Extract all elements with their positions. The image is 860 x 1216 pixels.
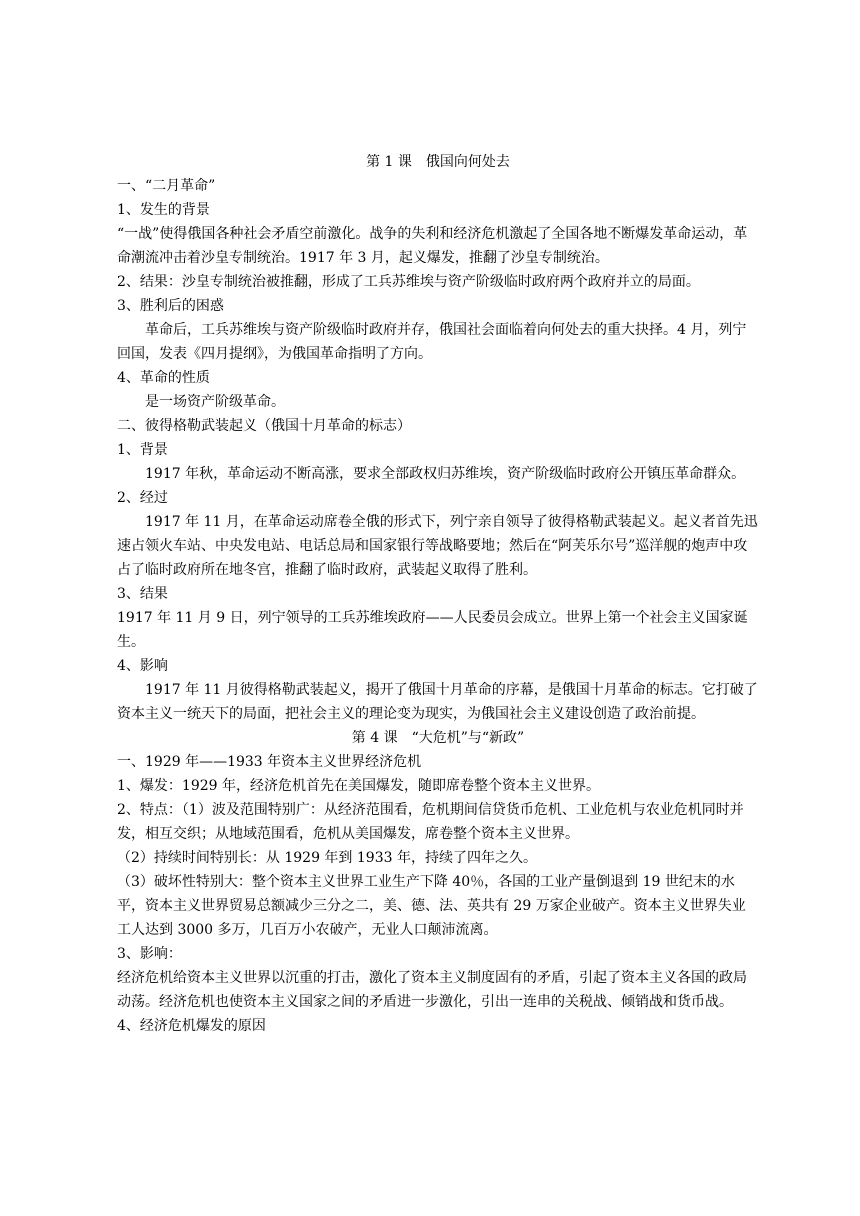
paragraph: 2、特点：（1）波及范围特别广：从经济范围看，危机期间信贷货币危机、工业危机与农业危机同时并发，相互交织；从地域范围看，危机从美国爆发，席卷整个资本主义世界。 (117, 802, 744, 842)
paragraph: 1917 年秋，革命运动不断高涨，要求全部政权归苏维埃，资产阶级临时政府公开镇压革命群众。 (145, 466, 746, 482)
paragraph: 1917 年 11 月彼得格勒武装起义，揭开了俄国十月革命的序幕，是俄国十月革命的标志。它打破了资本主义一统天下的局面，把社会主义的理论变为现实，为俄国社会主义建设创造了政治前提。 (117, 682, 758, 722)
paragraph: “一战”使得俄国各种社会矛盾空前激化。战争的失利和经济危机激起了全国各地不断爆发革命运动，革命潮流冲击着沙皇专制统治。1917 年 3 月，起义爆发，推翻了沙皇专制统治。 (117, 226, 748, 266)
subsection-heading: 4、经济危机爆发的原因 (117, 1018, 266, 1034)
subsection-heading: 4、影响 (117, 658, 168, 674)
section-heading: 一、1929 年——1933 年资本主义世界经济危机 (117, 754, 422, 770)
paragraph: 1917 年 11 月 9 日，列宁领导的工兵苏维埃政府——人民委员会成立。世界上第一个社会主义国家诞生。 (117, 610, 748, 650)
paragraph: 是一场资产阶级革命。 (145, 394, 285, 410)
paragraph: （3）破坏性特别大：整个资本主义世界工业生产下降 40％，各国的工业产量倒退到 19 世纪末的水平，资本主义世界贸易总额减少三分之二，美、德、法、英共有 29 万家企业破产。资本主义世界失业工人达到 3000 多万，几百万小农破产，无业人口颠沛流离。 (117, 874, 746, 938)
section-heading: 一、“二月革命” (117, 178, 216, 194)
subsection-heading: 3、结果 (117, 586, 168, 602)
paragraph: 1917 年 11 月，在革命运动席卷全俄的形式下，列宁亲自领导了彼得格勒武装起义。起义者首先迅速占领火车站、中央发电站、电话总局和国家银行等战略要地；然后在“阿芙乐尔号”巡洋舰的炮声中攻占了临时政府所在地冬宫，推翻了临时政府，武装起义取得了胜利。 (117, 514, 758, 578)
subsection-heading: 1、背景 (117, 442, 168, 458)
paragraph: （2）持续时间特别长：从 1929 年到 1933 年，持续了四年之久。 (117, 850, 537, 866)
paragraph: 革命后，工兵苏维埃与资产阶级临时政府并存，俄国社会面临着向何处去的重大抉择。4 月，列宁回国，发表《四月提纲》，为俄国革命指明了方向。 (117, 322, 747, 362)
subsection-heading: 3、胜利后的困惑 (117, 298, 224, 314)
paragraph: 经济危机给资本主义世界以沉重的打击，激化了资本主义制度固有的矛盾，引起了资本主义各国的政局动荡。经济危机也使资本主义国家之间的矛盾进一步激化，引出一连串的关税战、倾销战和货币战。 (117, 970, 747, 1010)
subsection-heading: 4、革命的性质 (117, 370, 210, 386)
document-page (117, 150, 759, 1038)
paragraph: 2、结果：沙皇专制统治被推翻，形成了工兵苏维埃与资产阶级临时政府两个政府并立的局面。 (117, 274, 700, 290)
subsection-heading: 3、影响： (117, 946, 182, 962)
subsection-heading: 1、发生的背景 (117, 202, 210, 218)
section-heading: 二、彼得格勒武装起义（俄国十月革命的标志） (117, 418, 411, 434)
subsection-heading: 2、经过 (117, 490, 168, 506)
lesson-4-title: 第 4 课 “大危机”与“新政” (351, 730, 525, 746)
paragraph: 1、爆发：1929 年，经济危机首先在美国爆发，随即席卷整个资本主义世界。 (117, 778, 600, 794)
lesson-1-title: 第 1 课 俄国向何处去 (366, 154, 510, 170)
